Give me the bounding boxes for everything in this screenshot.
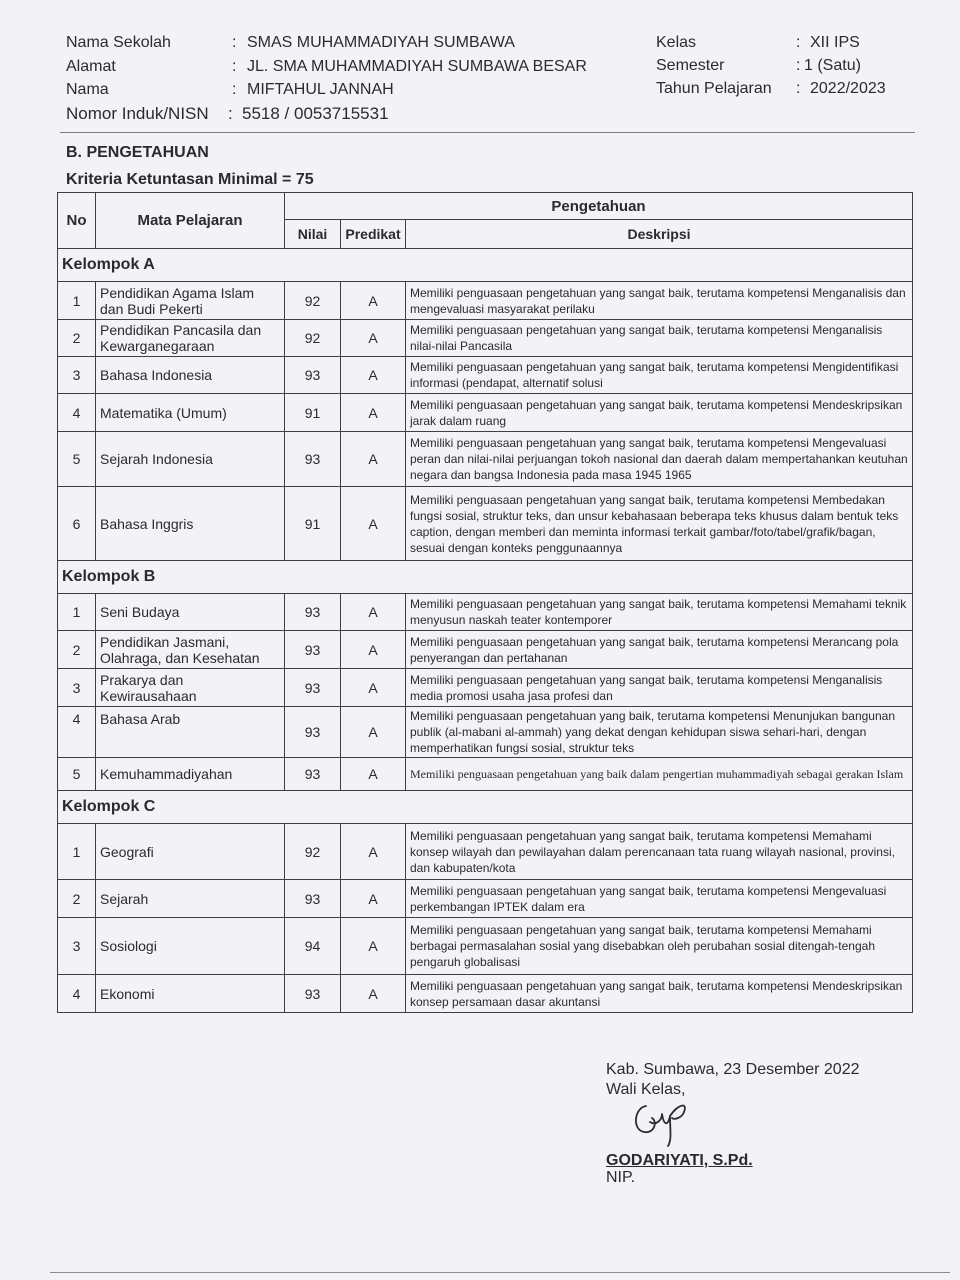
row-number: 2	[58, 631, 96, 669]
column-header-predicate: Predikat	[341, 220, 406, 249]
score-value: 93	[285, 975, 341, 1013]
row-number: 1	[58, 594, 96, 631]
place-date: Kab. Sumbawa, 23 Desember 2022	[606, 1061, 860, 1078]
row-number: 2	[58, 320, 96, 357]
predicate-value: A	[341, 320, 406, 357]
address-row	[66, 58, 626, 78]
group-row	[58, 791, 913, 824]
table-row	[58, 918, 913, 975]
signer-name: GODARIYATI, S.Pd.	[606, 1152, 753, 1169]
score-value: 92	[285, 320, 341, 357]
predicate-value: A	[341, 758, 406, 791]
table-row	[58, 357, 913, 394]
score-value: 92	[285, 824, 341, 880]
subject-name: Bahasa Arab	[96, 707, 285, 758]
score-value: 92	[285, 282, 341, 320]
description-text: Memiliki penguasaan pengetahuan yang sangat baik, terutama kompetensi Menganalisis media promosi usaha jasa profesi dan	[406, 669, 913, 707]
column-header-subject: Mata Pelajaran	[96, 193, 285, 249]
subject-name: Pendidikan Agama Islam dan Budi Pekerti	[96, 282, 285, 320]
column-header-knowledge: Pengetahuan	[285, 193, 913, 220]
table-row	[58, 824, 913, 880]
group-label: Kelompok C	[58, 791, 913, 824]
score-value: 93	[285, 707, 341, 758]
row-number: 3	[58, 669, 96, 707]
semester-label: Semester	[656, 57, 725, 74]
name-label: Nama	[66, 81, 109, 98]
subject-name: Sejarah Indonesia	[96, 432, 285, 487]
section-title: B. PENGETAHUAN	[66, 144, 209, 161]
predicate-value: A	[341, 487, 406, 561]
header-divider	[60, 132, 915, 133]
row-number: 4	[58, 394, 96, 432]
predicate-value: A	[341, 357, 406, 394]
description-text: Memiliki penguasaan pengetahuan yang sangat baik, terutama kompetensi Memahami berbagai permasalahan sosial yang disebabkan oleh perubahan sosial ditengah-tengah pengaruh globalisasi	[406, 918, 913, 975]
predicate-value: A	[341, 707, 406, 758]
colon: :	[228, 104, 233, 123]
score-value: 93	[285, 631, 341, 669]
table-row	[58, 432, 913, 487]
description-text: Memiliki penguasaan pengetahuan yang sangat baik, terutama kompetensi Memahami teknik menyusun naskah teater kontemporer	[406, 594, 913, 631]
score-value: 91	[285, 487, 341, 561]
score-value: 91	[285, 394, 341, 432]
kkm-label: Kriteria Ketuntasan Minimal = 75	[66, 171, 314, 188]
row-number: 5	[58, 432, 96, 487]
predicate-value: A	[341, 918, 406, 975]
subject-name: Seni Budaya	[96, 594, 285, 631]
subject-name: Sejarah	[96, 880, 285, 918]
description-text: Memiliki penguasaan pengetahuan yang sangat baik, terutama kompetensi Memahami konsep wilayah dan pewilayahan dalam perencanaan tata ruang wilayah nasional, provinsi, dan kabupaten/kota	[406, 824, 913, 880]
score-value: 93	[285, 594, 341, 631]
subject-name: Bahasa Inggris	[96, 487, 285, 561]
table-row	[58, 394, 913, 432]
predicate-value: A	[341, 824, 406, 880]
description-text: Memiliki penguasaan pengetahuan yang sangat baik, terutama kompetensi Mendeskripsikan jarak dalam ruang	[406, 394, 913, 432]
predicate-value: A	[341, 394, 406, 432]
student-name-value: MIFTAHUL JANNAH	[247, 81, 394, 98]
description-text: Memiliki penguasaan pengetahuan yang baik, terutama kompetensi Menunjukan bangunan publik (al-mabani al-ammah) yang dekat dengan kehidupan siswa sehari-hari, dengan memperhatikan fungsi sosial, struktur teks	[406, 707, 913, 758]
year-row	[656, 80, 906, 100]
row-number: 5	[58, 758, 96, 791]
colon: :	[232, 81, 237, 98]
subject-name: Pendidikan Pancasila dan Kewarganegaraan	[96, 320, 285, 357]
description-text: Memiliki penguasaan pengetahuan yang sangat baik, terutama kompetensi Mengidentifikasi informasi (pendapat, alternatif solusi	[406, 357, 913, 394]
semester-row	[656, 57, 906, 77]
nisn-row	[66, 104, 606, 126]
address-value: JL. SMA MUHAMMADIYAH SUMBAWA BESAR	[247, 58, 587, 75]
table-row	[58, 669, 913, 707]
table-row	[58, 880, 913, 918]
predicate-value: A	[341, 880, 406, 918]
class-value: XII IPS	[810, 34, 860, 51]
description-text: Memiliki penguasaan pengetahuan yang sangat baik, terutama kompetensi Menganalisis dan mengevaluasi masyarakat perilaku	[406, 282, 913, 320]
column-header-no: No	[58, 193, 96, 249]
table-row	[58, 487, 913, 561]
semester-value: 1 (Satu)	[804, 57, 861, 74]
description-text: Memiliki penguasaan pengetahuan yang sangat baik, terutama kompetensi Mengevaluasi perkembangan IPTEK dalam era	[406, 880, 913, 918]
score-value: 93	[285, 432, 341, 487]
footer-divider	[50, 1272, 950, 1273]
colon: :	[232, 34, 237, 51]
table-row	[58, 594, 913, 631]
row-number: 3	[58, 357, 96, 394]
description-text: Memiliki penguasaan pengetahuan yang sangat baik, terutama kompetensi Membedakan fungsi sosial, struktur teks, dan unsur kebahasaan beberapa teks khusus dalam bentuk teks caption, dengan memberi dan meminta informasi terkait gambar/foto/tabel/grafik/bagan, sesuai dengan konteks penggunaannya	[406, 487, 913, 561]
class-label: Kelas	[656, 34, 697, 51]
handwritten-signature	[628, 1096, 698, 1150]
description-text: Memiliki penguasaan pengetahuan yang sangat baik, terutama kompetensi Menganalisis nilai-nilai Pancasila	[406, 320, 913, 357]
nip-label: NIP.	[606, 1169, 636, 1186]
table-row	[58, 631, 913, 669]
name-row	[66, 81, 606, 101]
subject-name: Geografi	[96, 824, 285, 880]
colon: :	[796, 34, 801, 51]
colon: :	[232, 58, 237, 75]
subject-name: Matematika (Umum)	[96, 394, 285, 432]
predicate-value: A	[341, 282, 406, 320]
school-value: SMAS MUHAMMADIYAH SUMBAWA	[247, 34, 515, 51]
table-row	[58, 758, 913, 791]
score-value: 93	[285, 880, 341, 918]
group-label: Kelompok B	[58, 561, 913, 594]
row-number: 4	[58, 975, 96, 1013]
nisn-label: Nomor Induk/NISN	[66, 104, 209, 123]
column-header-score: Nilai	[285, 220, 341, 249]
group-row	[58, 249, 913, 282]
group-row	[58, 561, 913, 594]
school-row	[66, 34, 606, 54]
score-value: 93	[285, 758, 341, 791]
predicate-value: A	[341, 669, 406, 707]
subject-name: Sosiologi	[96, 918, 285, 975]
predicate-value: A	[341, 975, 406, 1013]
table-row	[58, 282, 913, 320]
row-number: 1	[58, 282, 96, 320]
description-text: Memiliki penguasaan pengetahuan yang sangat baik, terutama kompetensi Mendeskripsikan konsep persamaan dasar akuntansi	[406, 975, 913, 1013]
row-number: 2	[58, 880, 96, 918]
subject-name: Ekonomi	[96, 975, 285, 1013]
predicate-value: A	[341, 631, 406, 669]
row-number: 6	[58, 487, 96, 561]
subject-name: Kemuhammadiyahan	[96, 758, 285, 791]
subject-name: Pendidikan Jasmani, Olahraga, dan Kesehatan	[96, 631, 285, 669]
predicate-value: A	[341, 594, 406, 631]
row-number: 4	[58, 707, 96, 758]
nisn-value: 5518 / 0053715531	[242, 104, 389, 123]
score-value: 93	[285, 669, 341, 707]
table-row	[58, 320, 913, 357]
year-label: Tahun Pelajaran	[656, 80, 772, 97]
subject-name: Bahasa Indonesia	[96, 357, 285, 394]
school-label: Nama Sekolah	[66, 34, 171, 51]
row-number: 3	[58, 918, 96, 975]
subject-name: Prakarya dan Kewirausahaan	[96, 669, 285, 707]
signer-role: Wali Kelas,	[606, 1081, 686, 1098]
table-row	[58, 707, 913, 758]
class-row	[656, 34, 906, 54]
colon: :	[796, 57, 801, 74]
table-row	[58, 975, 913, 1013]
predicate-value: A	[341, 432, 406, 487]
score-value: 93	[285, 357, 341, 394]
grades-table	[57, 192, 913, 1013]
score-value: 94	[285, 918, 341, 975]
description-text: Memiliki penguasaan pengetahuan yang sangat baik, terutama kompetensi Merancang pola penyerangan dan pertahanan	[406, 631, 913, 669]
colon: :	[796, 80, 801, 97]
address-label: Alamat	[66, 58, 116, 75]
column-header-description: Deskripsi	[406, 220, 913, 249]
row-number: 1	[58, 824, 96, 880]
description-text: Memiliki penguasaan pengetahuan yang sangat baik, terutama kompetensi Mengevaluasi peran dan nilai-nilai perjuangan tokoh nasional dan daerah dalam mempertahankan keutuhan negara dan bangsa Indonesia pada masa 1945 1965	[406, 432, 913, 487]
group-label: Kelompok A	[58, 249, 913, 282]
year-value: 2022/2023	[810, 80, 886, 97]
description-text: Memiliki penguasaan pengetahuan yang baik dalam pengertian muhammadiyah sebagai gerakan Islam	[406, 758, 913, 791]
